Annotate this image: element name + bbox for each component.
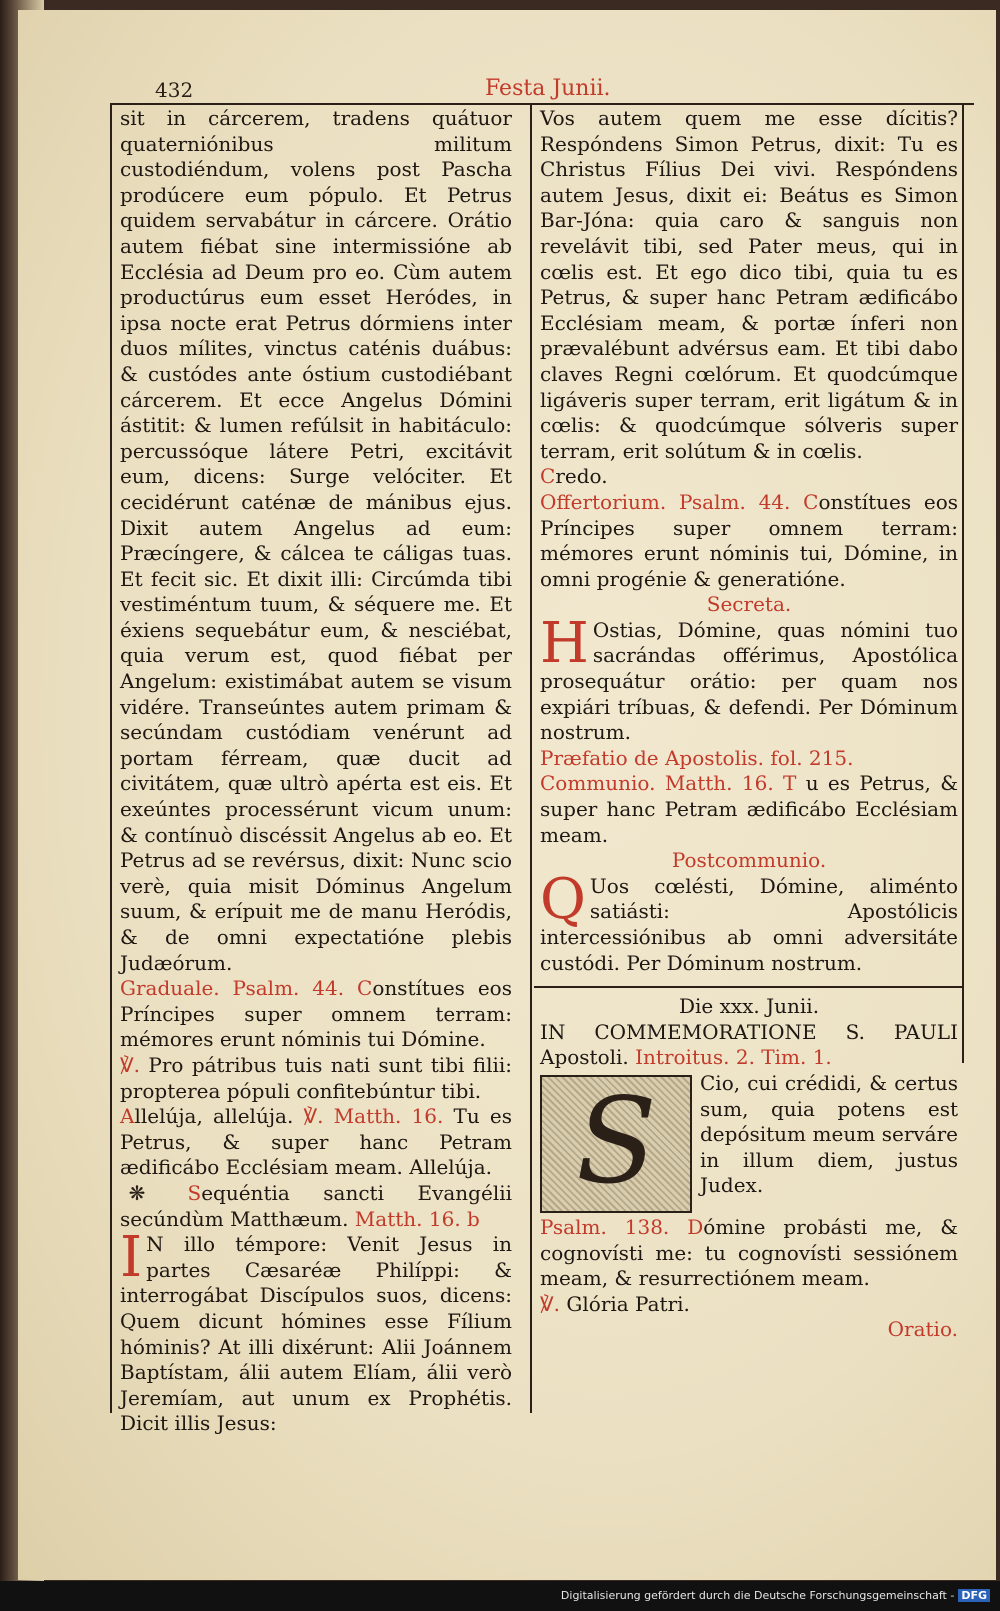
credo-text: redo. [555, 464, 608, 489]
alleluia-body: Tu es Petrus, & super hanc Petram ædificábo Ecclésiam meam. Allelúja. [120, 1104, 513, 1180]
gospel-initial: I [120, 1225, 143, 1291]
praefatio: Præfatio de Apostolis. fol. 215. [540, 745, 854, 770]
alleluia-ref: ℣. Matth. 16. [303, 1104, 444, 1129]
ornament-icon: ❋ [128, 1180, 146, 1205]
introitus [540, 1070, 958, 1210]
footer-credit [561, 1589, 990, 1602]
postcommunio-heading: Postcommunio. [671, 848, 827, 873]
credit-text: Digitalisierung gefördert durch die Deutsche Forschungsgemeinschaft - [560, 1589, 955, 1602]
sequentia [120, 1181, 512, 1232]
communio-text: u es Petrus, & super hanc Petram ædificábo Ecclésiam meam. [540, 771, 959, 847]
secreta-initial: H [540, 610, 589, 676]
head-rule [110, 103, 974, 105]
woodcut-initial [540, 1071, 692, 1213]
sequentia-text: equéntia sancti Evangélii secúndùm Matthæum. [120, 1180, 513, 1231]
postcommunio-text: Uos cœlésti, Dómine, aliménto satiásti: Apostólicis intercessiónibus ab omni adversitáte custódi. Per Dóminum nostrum. [540, 873, 958, 975]
gospel-continued: Vos autem quem me esse dícitis? Respóndens Simon Petrus, dixit: Tu es Christus Fílius Dei vivi. Respóndens autem Jesus, dixit ei: Beátus es Simon Bar-Jóna: quia caro & sanguis non revelávit tibi, sed Pater meus, qui in cœlis est. Et ego dico tibi, quia tu es Petrus, & super hanc Petram ædificábo Ecclésiam meam, & portæ ínferi non prævalébunt advérsus eam. Et tibi dabo claves Regni cœlórum. Et quodcúmque ligáveris super terram, erit ligátum & in cœlis: & quodcúmque sólveris super terram, erit solútum & in cœlis. [540, 106, 958, 463]
graduale-text: onstítues eos Príncipes super omnem terram: mémores erunt nóminis tui Dómine. [120, 976, 512, 1052]
woodcut-letter: S [576, 1071, 657, 1210]
gloria-mark: ℣. [540, 1291, 561, 1316]
graduale [120, 976, 512, 1053]
psalm [540, 1215, 958, 1292]
catchword: Oratio. [887, 1317, 958, 1342]
running-head [155, 78, 964, 102]
credo [540, 464, 958, 490]
section-rule [534, 986, 964, 988]
dfg-badge: DFG [958, 1589, 990, 1602]
gospel-text: N illo témpore: Venit Jesus in partes Cæsaréæ Philíppi: & interrogábat Discípulos suos, dicens: Quem dicunt hómines esse Fílium hóminis? At illi dixérunt: Alii Joánnem Baptístam, álii autem Elíam, álii verò Jeremíam, aut unum ex Prophétis. Dicit illis Jesus: [120, 1232, 512, 1436]
feast-title [540, 1020, 958, 1071]
credo-initial: C [540, 464, 556, 489]
gospel [120, 1225, 512, 1437]
sequentia-initial: S [187, 1180, 202, 1205]
communio [540, 771, 958, 848]
graduale-label: Graduale. Psalm. 44. [120, 976, 345, 1001]
postcommunio-initial: Q [540, 866, 586, 932]
gloria [540, 1292, 958, 1318]
alleluia-initial: A [120, 1104, 135, 1129]
psalm-text: ómine probásti me, & cognovísti me: tu cognovísti sessiónem meam, & resurrectiónem meam. [540, 1214, 958, 1291]
secreta-text: Ostias, Dómine, quas nómini tuo sacrándas offérimus, Apostólica prosequátur orátio: per quam nos expiári tríbuas, & defendi. Per Dóminum nostrum. [540, 617, 958, 745]
right-column [540, 106, 958, 1343]
psalm-initial: D [687, 1214, 704, 1239]
footer-bar [0, 1581, 1000, 1611]
alleluia [120, 1104, 512, 1181]
psalm-label: Psalm. 138. [540, 1214, 670, 1239]
page-title: Festa Junii. [485, 76, 611, 101]
gloria-text: Glória Patri. [566, 1291, 690, 1316]
versicle-mark: ℣. [120, 1052, 141, 1077]
graduale-versicle [120, 1053, 512, 1104]
graduale-initial: C [357, 976, 373, 1001]
alleluia-text: llelúja, allelúja. [134, 1104, 294, 1129]
left-column [120, 106, 512, 1437]
offertorium-initial: C [803, 489, 819, 514]
feast-title-text: IN COMMEMORATIONE S. PAULI Apostoli. [540, 1019, 958, 1070]
secreta-heading: Secreta. [706, 592, 792, 617]
postcommunio [540, 866, 958, 976]
offertorium [540, 490, 958, 592]
left-column-rule [110, 103, 112, 1413]
column-divider [530, 103, 532, 1413]
offertorium-label: Offertorium. Psalm. 44. [540, 489, 791, 514]
introitus-label: Introitus. 2. Tim. 1. [635, 1045, 832, 1070]
versicle-text: Pro pátribus tuis nati sunt tibi filii: propterea pópuli confitebúntur tibi. [120, 1052, 513, 1103]
communio-label: Communio. Matth. 16. [540, 771, 774, 796]
feast-date: Die xxx. Junii. [678, 994, 820, 1019]
right-column-rule [962, 103, 964, 1063]
introitus-text: Cio, cui crédidi, & certus sum, quia potens est depósitum meum serváre in illum diem, justus Judex. [700, 1070, 958, 1198]
offertorium-text: onstítues eos Príncipes super omnem terram: mémores erunt nóminis tui, Dómine, in omni progénie & generatióne. [540, 489, 959, 591]
sequentia-ref: Matth. 16. b [354, 1206, 480, 1231]
epistle-text: sit in cárcerem, tradens quátuor quaterniónibus militum custodiéndum, volens post Pascha prodúcere eum pópulo. Et Petrus quidem servabátur in cárcere. Orátio autem fiébat sine intermissióne ab Ecclésia ad Deum pro eo. Cùm autem productúrus eum esset Heródes, in ipsa nocte erat Petrus dórmiens inter duos mílites, vinctus caténis duábus: & custódes ante óstium custodiébant cárcerem. Et ecce Angelus Dómini ástitit: & lumen refúlsit in habitáculo: percussóque látere Petri, excitávit eum, dicens: Surge velóciter. Et cecidérunt caténæ de mánibus ejus. Dixit autem Angelus ad eum: Præcíngere, & cálcea te cáligas tuas. Et fecit sic. Et dixit illi: Circúmda tibi vestiméntum tuum, & séquere me. Et éxiens sequebátur eum, & nesciébat, quia verum est, quod fiébat per Angelum: existimábat autem se visum vidére. Transeúntes autem primam & secúndam custódiam venérunt ad portam férream, quæ ducit ad civitátem, quæ ultrò apérta est eis. Et exeúntes processérunt vicum unum: & contínuò discéssit Angelus ab eo. Et Petrus ad se revérsus, dixit: Nunc scio verè, quia misit Dóminus Angelum suum, & erípuit me de manu Heródis, & de omni expectatióne plebis Judæórum. [120, 106, 512, 975]
page-number: 432 [155, 78, 194, 102]
secreta [540, 610, 958, 746]
communio-initial: T [783, 771, 797, 796]
